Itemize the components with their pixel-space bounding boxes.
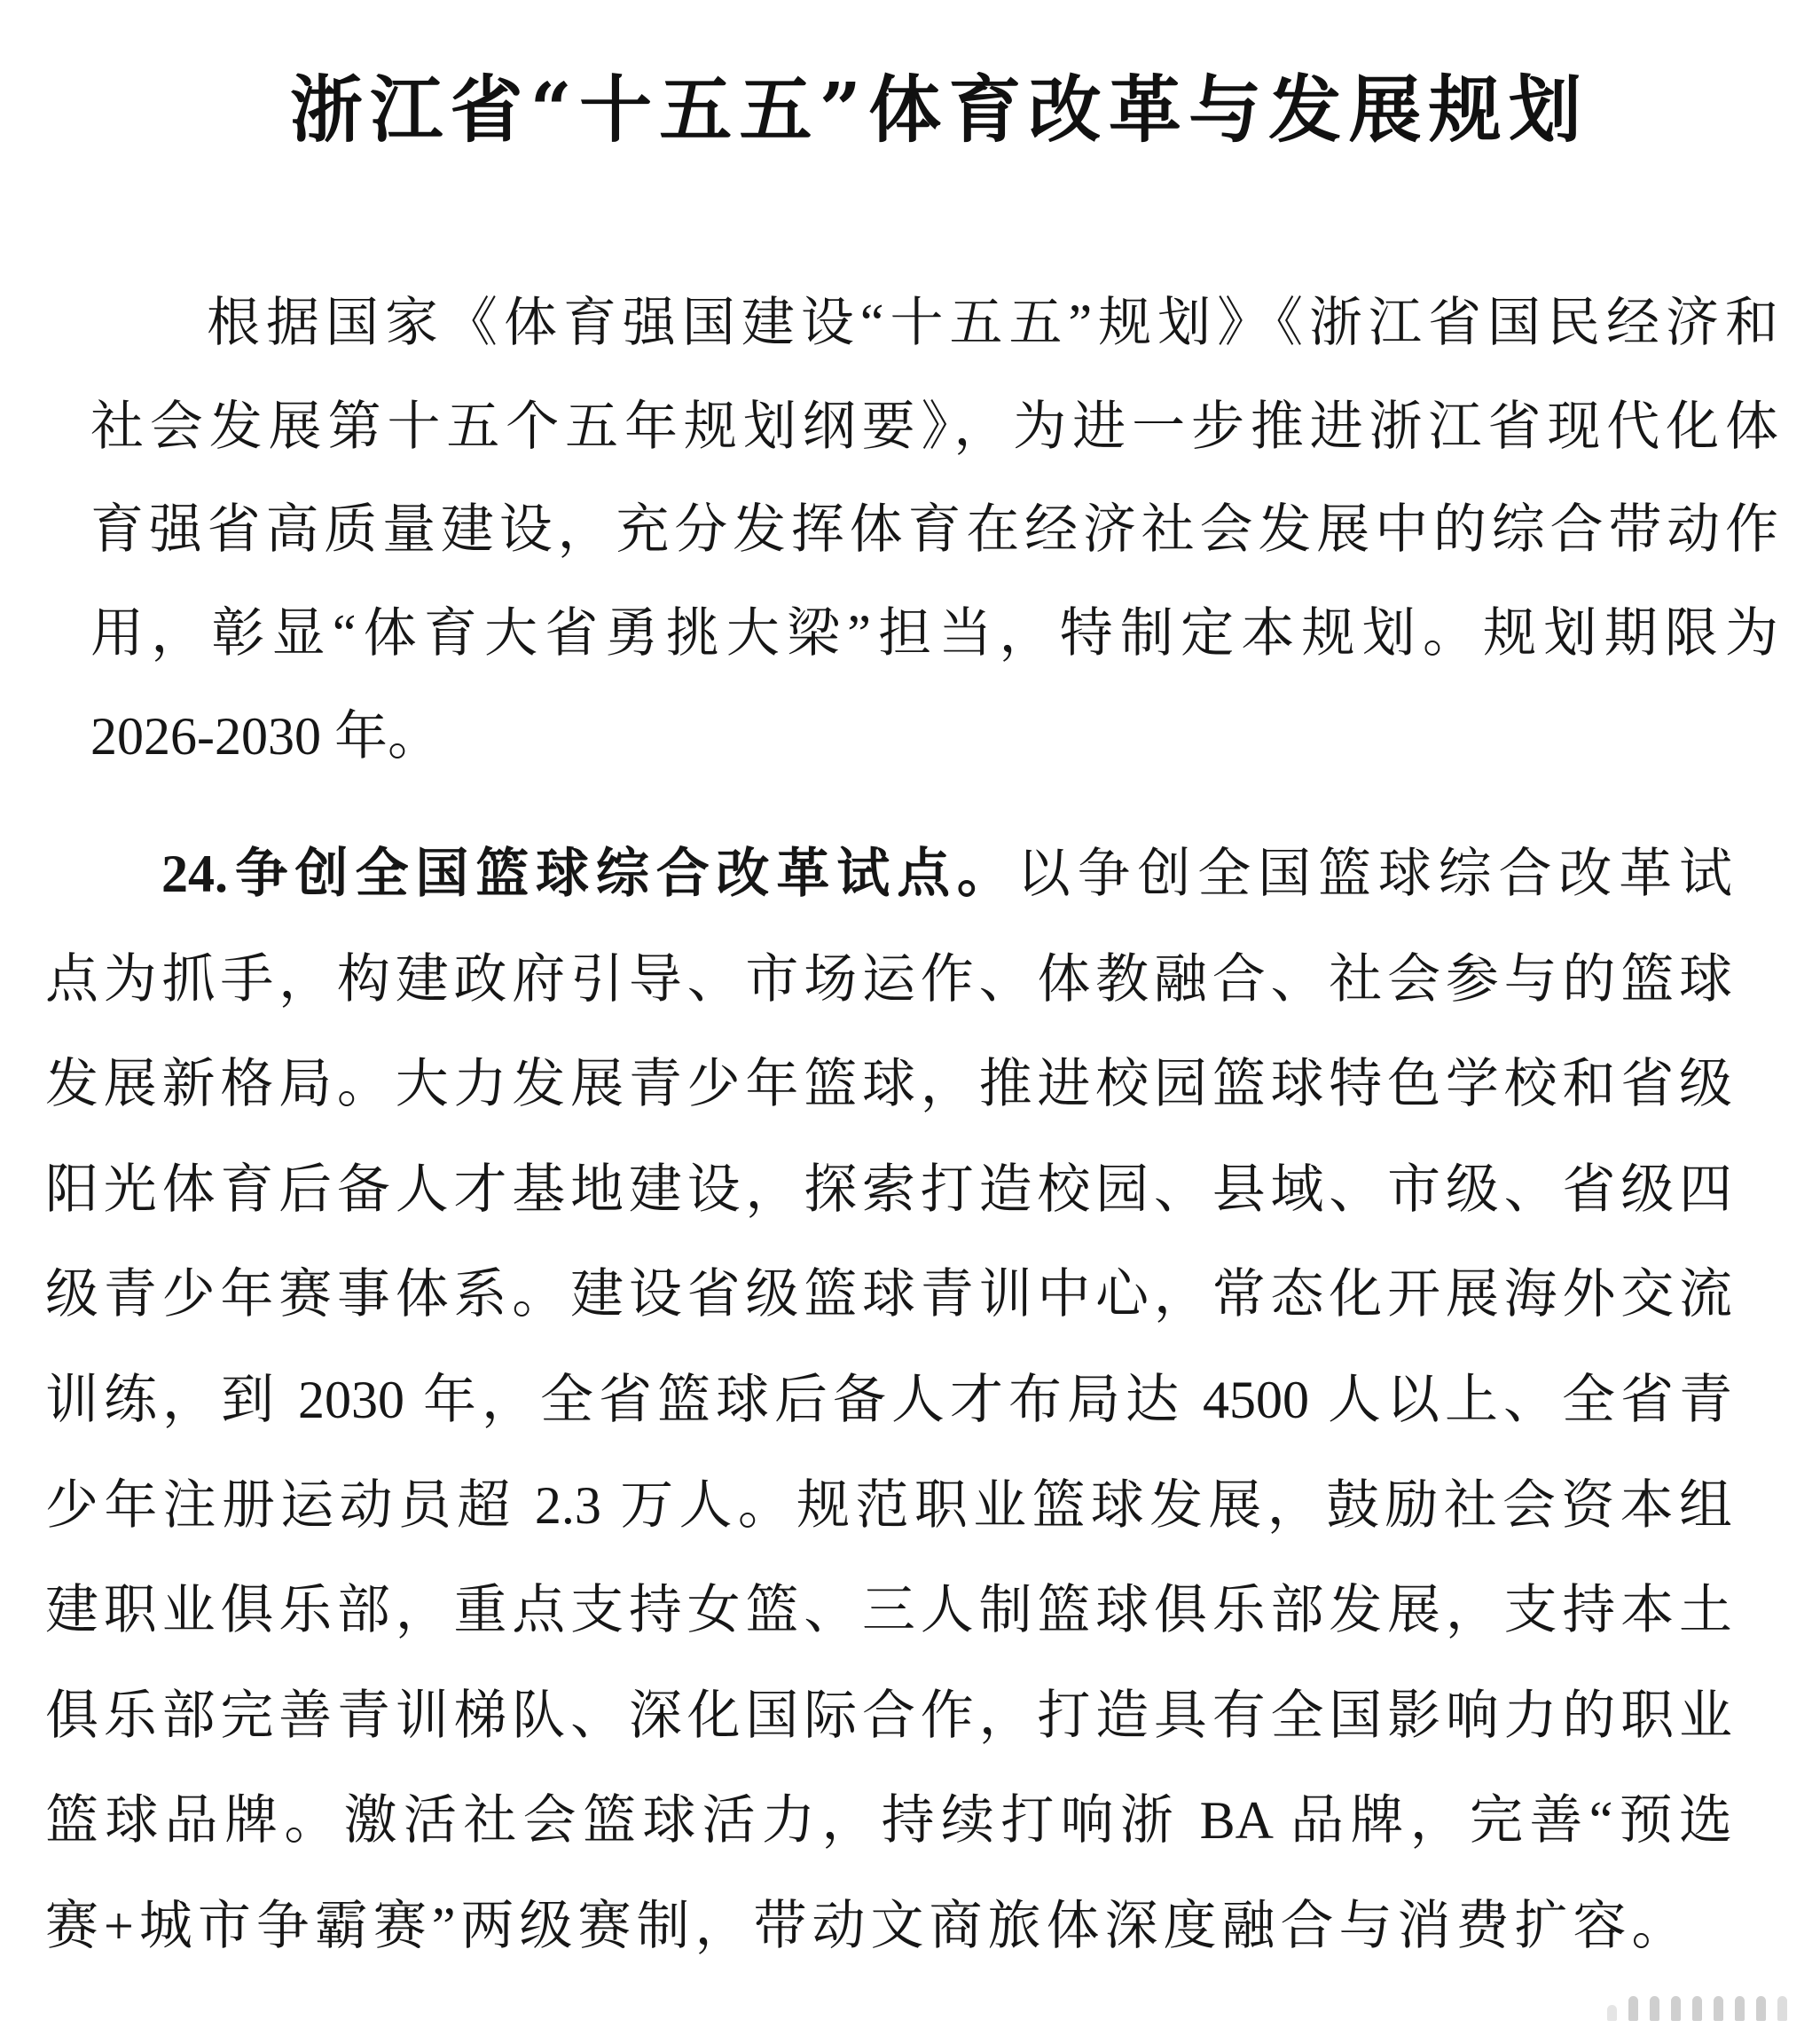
intro-line: 根据国家《体育强国建设“十五五”规划》《浙江省国民经济和 [207,294,1778,352]
watermark-bars-icon [1607,1994,1807,2021]
section-line: 赛+城市争霸赛”两级赛制，带动文商旅体深度融合与消费扩容。 [45,1896,1691,1955]
section-heading: 24.争创全国篮球综合改革试点。 [161,845,1017,903]
section-line: 篮球品牌。激活社会篮球活力，持续打响浙 BA 品牌，完善“预选 [45,1791,1732,1851]
watermark-bar [1671,1996,1681,2021]
watermark-bar [1607,2005,1617,2021]
intro-line: 社会发展第十五个五年规划纲要》，为进一步推进浙江省现代化体 [90,397,1778,456]
section-line: 发展新格局。大力发展青少年篮球，推进校园篮球特色学校和省级 [45,1055,1732,1114]
section-line: 少年注册运动员超 2.3 万人。规范职业篮球发展，鼓励社会资本组 [45,1475,1732,1535]
section-line: 训练，到 2030 年，全省篮球后备人才布局达 4500 人以上、全省青 [45,1370,1732,1429]
section-line [45,821,1732,927]
watermark-bar [1650,1996,1659,2021]
watermark-bar [1714,1996,1723,2021]
section-line: 点为抓手，构建政府引导、市场运作、体教融合、社会参与的篮球 [45,949,1732,1009]
section-line: 建职业俱乐部，重点支持女篮、三人制篮球俱乐部发展，支持本土 [45,1581,1732,1640]
section-line: 阳光体育后备人才基地建设，探索打造校园、县域、市级、省级四 [45,1159,1732,1219]
document-title: 浙江省“十五五”体育改革与发展规划 [290,67,1581,153]
intro-line: 2026-2030 年。 [90,707,441,766]
watermark-bar [1692,1996,1702,2021]
section-24-paragraph [45,821,1732,1979]
watermark-bar [1756,1996,1766,2021]
intro-line: 育强省高质量建设，充分发挥体育在经济社会发展中的综合带动作 [90,500,1778,559]
watermark-bar [1628,1996,1638,2021]
intro-paragraph [90,271,1778,789]
section-line: 俱乐部完善青训梯队、深化国际合作，打造具有全国影响力的职业 [45,1686,1732,1745]
section-line-text: 以争创全国篮球综合改革试 [1016,845,1733,903]
watermark-bar [1735,1996,1745,2021]
watermark-bar [1777,1996,1787,2021]
intro-line: 用，彰显“体育大省勇挑大梁”担当，特制定本规划。规划期限为 [90,603,1778,663]
section-line: 级青少年赛事体系。建设省级篮球青训中心，常态化开展海外交流 [45,1265,1732,1324]
